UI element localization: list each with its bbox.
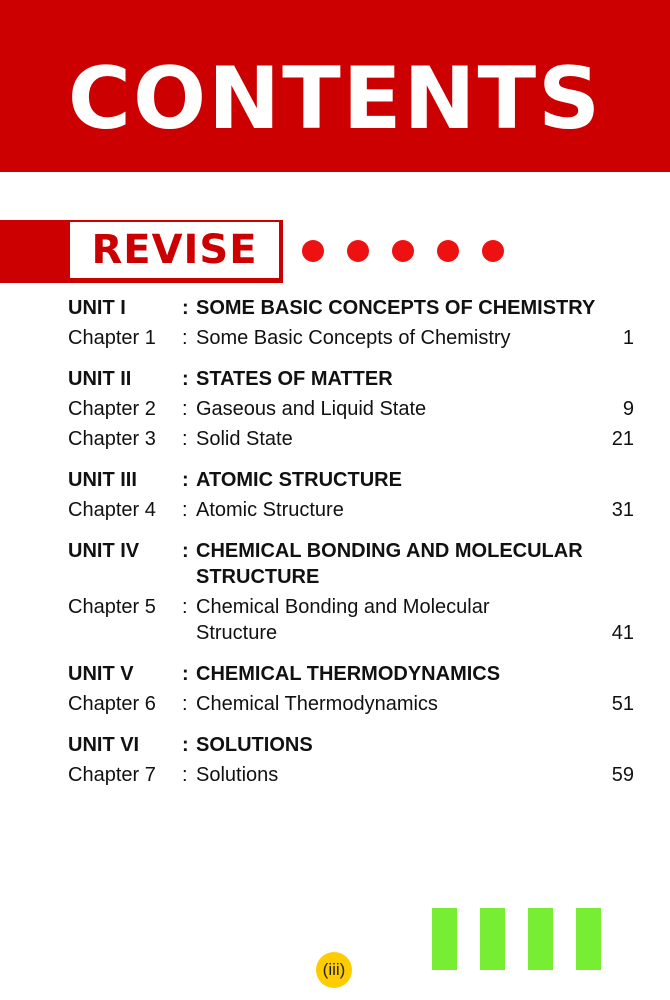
unit-title: CHEMICAL THERMODYNAMICS — [196, 663, 501, 685]
unit-title: CHEMICAL BONDING AND MOLECULAR STRUCTURE — [196, 540, 583, 588]
decorative-dot — [482, 240, 504, 262]
section-label: REVISE — [91, 227, 258, 273]
separator: : — [182, 734, 189, 756]
chapter-entry[interactable] — [68, 762, 634, 788]
separator: : — [182, 327, 188, 349]
chapter-page-number: 51 — [611, 693, 634, 715]
unit-block — [68, 467, 634, 523]
chapter-page-number: 41 — [611, 622, 634, 644]
chapter-title: Solutions — [196, 764, 279, 786]
decorative-green-bar — [528, 908, 553, 970]
unit-row — [68, 538, 634, 590]
chapter-title: Gaseous and Liquid State — [196, 398, 427, 420]
chapter-label: Chapter 5 — [68, 596, 156, 618]
unit-block — [68, 366, 634, 452]
chapter-entry[interactable] — [68, 325, 634, 351]
unit-title: STATES OF MATTER — [196, 368, 393, 390]
separator: : — [182, 398, 188, 420]
unit-block — [68, 661, 634, 717]
page-title: CONTENTS — [67, 49, 603, 149]
chapter-label: Chapter 6 — [68, 693, 156, 715]
separator: : — [182, 540, 189, 562]
chapter-label: Chapter 7 — [68, 764, 156, 786]
chapter-entry[interactable] — [68, 691, 634, 717]
separator: : — [182, 428, 188, 450]
unit-row — [68, 366, 634, 392]
decorative-dot — [347, 240, 369, 262]
chapter-page-number: 21 — [611, 428, 634, 450]
unit-label: UNIT V — [68, 663, 134, 685]
page-number-badge: (iii) — [316, 952, 352, 988]
chapter-label: Chapter 2 — [68, 398, 156, 420]
decorative-green-bar — [480, 908, 505, 970]
chapter-title: Some Basic Concepts of Chemistry — [196, 327, 511, 349]
chapter-page-number: 9 — [622, 398, 634, 420]
separator: : — [182, 764, 188, 786]
separator: : — [182, 499, 188, 521]
chapter-entry[interactable] — [68, 497, 634, 523]
chapter-page-number: 31 — [611, 499, 634, 521]
unit-row — [68, 661, 634, 687]
unit-title: SOLUTIONS — [196, 734, 313, 756]
chapter-label: Chapter 4 — [68, 499, 156, 521]
chapter-label: Chapter 3 — [68, 428, 156, 450]
chapter-entry[interactable] — [68, 594, 634, 646]
separator: : — [182, 469, 189, 491]
chapter-entry[interactable] — [68, 426, 634, 452]
revise-label-box — [68, 220, 281, 280]
chapter-entry[interactable] — [68, 396, 634, 422]
unit-label: UNIT IV — [68, 540, 140, 562]
decorative-green-bar — [576, 908, 601, 970]
decorative-dot — [302, 240, 324, 262]
chapter-page-number: 59 — [611, 764, 634, 786]
table-of-contents — [68, 295, 634, 803]
decorative-dot — [437, 240, 459, 262]
separator: : — [182, 297, 189, 319]
unit-title: ATOMIC STRUCTURE — [196, 469, 402, 491]
unit-row — [68, 467, 634, 493]
separator: : — [182, 596, 188, 618]
unit-block — [68, 295, 634, 351]
decorative-green-bar — [432, 908, 457, 970]
unit-title: SOME BASIC CONCEPTS OF CHEMISTRY — [196, 297, 596, 319]
separator: : — [182, 663, 189, 685]
chapter-title: Atomic Structure — [196, 499, 344, 521]
unit-block — [68, 732, 634, 788]
unit-row — [68, 295, 634, 321]
contents-banner — [0, 0, 670, 172]
unit-label: UNIT II — [68, 368, 132, 390]
separator: : — [182, 368, 189, 390]
chapter-page-number: 1 — [622, 327, 634, 349]
chapter-title: Solid State — [196, 428, 293, 450]
chapter-label: Chapter 1 — [68, 327, 156, 349]
unit-label: UNIT I — [68, 297, 126, 319]
chapter-title: Chemical Bonding and Molecular Structure — [196, 596, 490, 644]
unit-label: UNIT VI — [68, 734, 140, 756]
unit-label: UNIT III — [68, 469, 137, 491]
separator: : — [182, 693, 188, 715]
decorative-dot — [392, 240, 414, 262]
unit-row — [68, 732, 634, 758]
unit-block — [68, 538, 634, 646]
chapter-title: Chemical Thermodynamics — [196, 693, 438, 715]
